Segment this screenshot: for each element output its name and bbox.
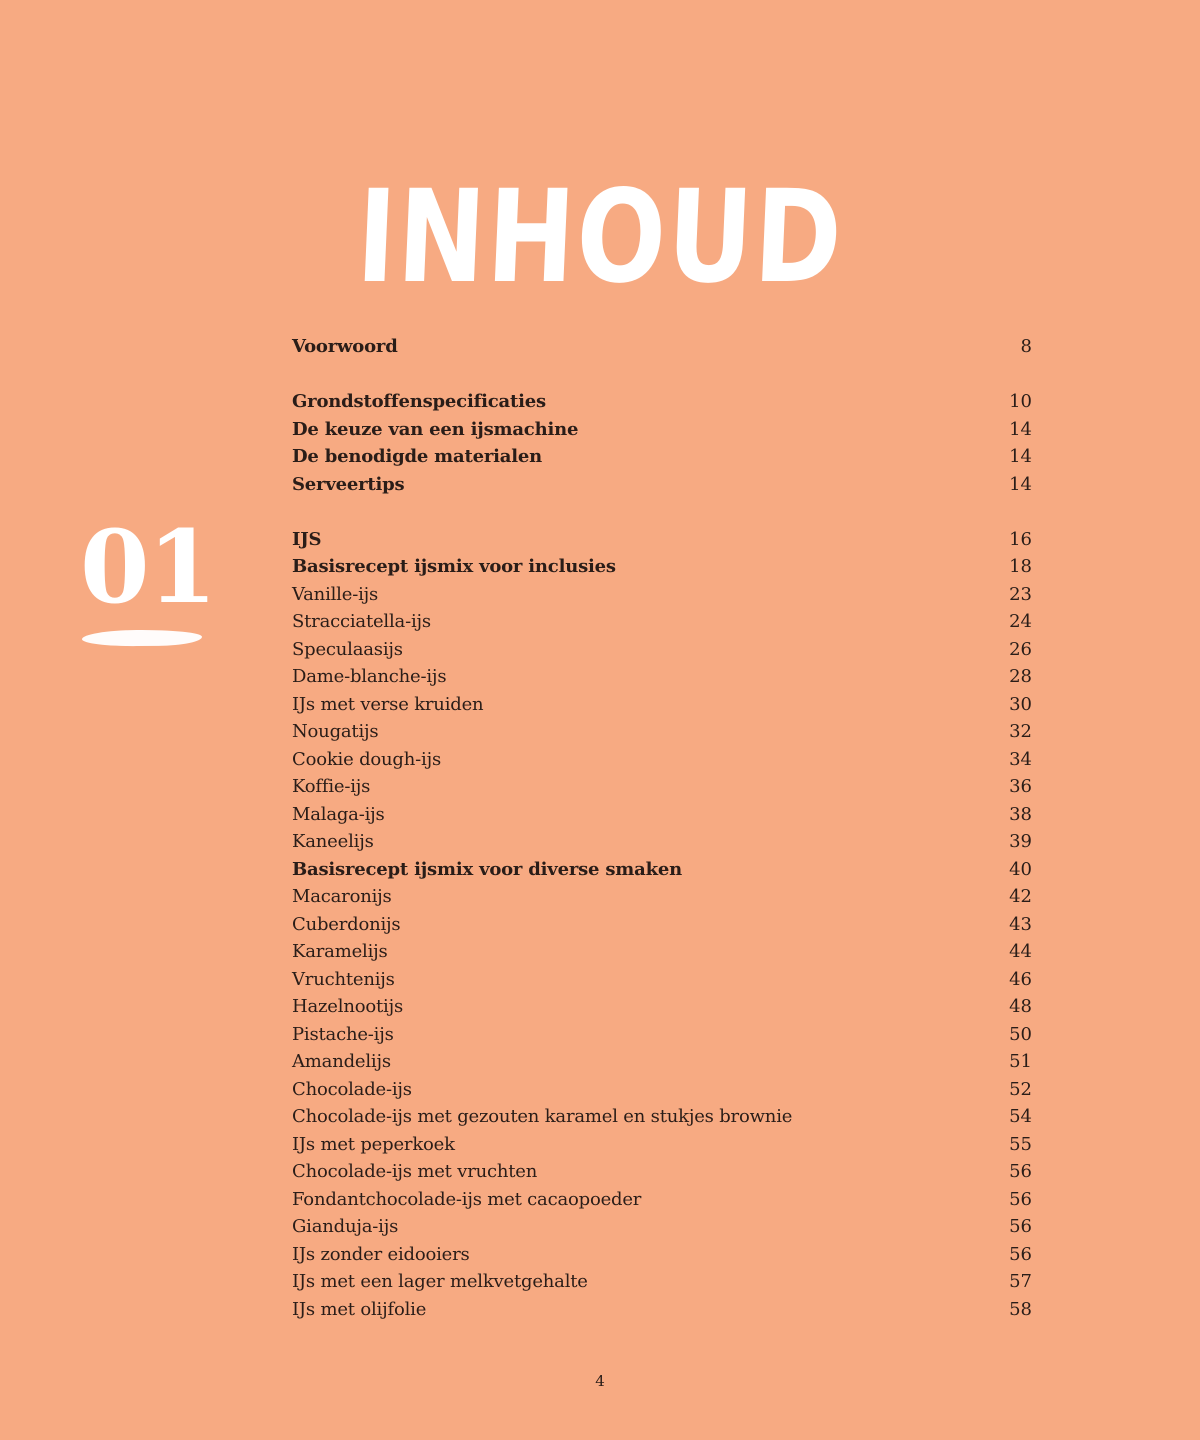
toc-entry-page-number: 48 (1009, 996, 1032, 1017)
toc-entry-title: De benodigde materialen (292, 446, 543, 467)
toc-entry-page-number: 56 (1009, 1188, 1032, 1210)
toc-entry-page-number: 51 (1009, 1051, 1032, 1072)
toc-entry-title: IJs met verse kruiden (292, 693, 484, 715)
table-of-contents (292, 333, 1032, 1323)
toc-entry[interactable] (292, 828, 1032, 856)
toc-entry-title: Malaga-ijs (292, 803, 385, 825)
toc-entry-title: Serveertips (292, 473, 405, 495)
toc-entry-page-number: 32 (1009, 721, 1032, 742)
toc-group-spacer (292, 498, 1032, 526)
toc-entry-page-number: 24 (1009, 611, 1032, 632)
toc-entry[interactable] (292, 636, 1032, 664)
toc-entry[interactable] (292, 746, 1032, 774)
toc-entry-page-number: 36 (1009, 776, 1032, 797)
toc-entry-title: Vruchtenijs (292, 968, 395, 990)
toc-entry-title: Pistache-ijs (292, 1023, 394, 1045)
toc-entry[interactable] (292, 1076, 1032, 1104)
toc-entry-title: Chocolade-ijs met vruchten (292, 1161, 538, 1182)
toc-entry-page-number: 56 (1009, 1216, 1032, 1237)
toc-entry-title: IJs zonder eidooiers (292, 1243, 470, 1265)
toc-entry-title: Kaneelijs (292, 831, 374, 852)
toc-entry-title: Chocolade-ijs met gezouten karamel en stukjes brownie (292, 1106, 793, 1127)
toc-entry[interactable] (292, 856, 1032, 884)
toc-entry-page-number: 14 (1009, 473, 1032, 495)
toc-entry-page-number: 23 (1009, 583, 1032, 605)
toc-entry[interactable] (292, 471, 1032, 499)
toc-entry[interactable] (292, 1021, 1032, 1049)
toc-entry-title: Gianduja-ijs (292, 1216, 399, 1237)
toc-entry[interactable] (292, 1158, 1032, 1186)
toc-entry-title: IJs met peperkoek (292, 1133, 455, 1155)
toc-entry-page-number: 44 (1009, 941, 1032, 962)
toc-entry[interactable] (292, 333, 1032, 361)
toc-entry-page-number: 39 (1009, 831, 1032, 852)
toc-entry-page-number: 34 (1009, 748, 1032, 770)
toc-entry-title: Dame-blanche-ijs (292, 666, 447, 687)
toc-entry-title: Karamelijs (292, 941, 388, 962)
toc-entry-page-number: 56 (1009, 1243, 1032, 1265)
toc-entry-page-number: 16 (1009, 528, 1032, 550)
toc-entry-page-number: 54 (1009, 1106, 1032, 1127)
chapter-number: 01 (80, 508, 216, 626)
toc-entry[interactable] (292, 388, 1032, 416)
toc-entry-title: Stracciatella-ijs (292, 611, 431, 632)
toc-entry[interactable] (292, 1048, 1032, 1076)
toc-group-spacer (292, 361, 1032, 389)
toc-entry-page-number: 52 (1009, 1078, 1032, 1100)
toc-entry[interactable] (292, 911, 1032, 939)
page-number: 4 (595, 1372, 605, 1390)
toc-entry-title: Basisrecept ijsmix voor inclusies (292, 556, 616, 577)
toc-entry[interactable] (292, 581, 1032, 609)
toc-entry[interactable] (292, 966, 1032, 994)
toc-entry-title: IJs met een lager melkvetgehalte (292, 1271, 588, 1292)
toc-entry-page-number: 58 (1009, 1298, 1032, 1320)
toc-entry-page-number: 14 (1009, 418, 1032, 440)
toc-entry-title: Chocolade-ijs (292, 1078, 412, 1100)
toc-entry[interactable] (292, 718, 1032, 746)
toc-entry-title: Basisrecept ijsmix voor diverse smaken (292, 858, 683, 880)
toc-entry-title: Vanille-ijs (292, 583, 379, 605)
toc-entry-title: Cuberdonijs (292, 913, 401, 935)
toc-entry-page-number: 43 (1009, 913, 1032, 935)
toc-entry-title: Hazelnootijs (292, 996, 403, 1017)
toc-entry-title: IJS (292, 528, 322, 550)
toc-entry-page-number: 30 (1009, 693, 1032, 715)
toc-entry-title: Grondstoffenspecificaties (292, 391, 546, 412)
toc-entry-title: Fondantchocolade-ijs met cacaopoeder (292, 1188, 642, 1210)
page-title: INHOUD (353, 163, 847, 312)
toc-entry[interactable] (292, 993, 1032, 1021)
toc-entry[interactable] (292, 663, 1032, 691)
toc-entry-page-number: 50 (1009, 1023, 1032, 1045)
toc-entry-title: Speculaasijs (292, 638, 403, 660)
toc-entry-page-number: 40 (1009, 858, 1032, 880)
chapter-brush-underline (82, 629, 202, 646)
toc-entry-title: Macaronijs (292, 886, 392, 907)
toc-entry[interactable] (292, 1186, 1032, 1214)
toc-entry[interactable] (292, 553, 1032, 581)
toc-entry[interactable] (292, 691, 1032, 719)
toc-entry-page-number: 38 (1009, 803, 1032, 825)
toc-entry-page-number: 14 (1009, 446, 1032, 467)
toc-entry[interactable] (292, 416, 1032, 444)
toc-entry-page-number: 28 (1009, 666, 1032, 687)
toc-entry-title: Koffie-ijs (292, 776, 371, 797)
toc-entry-page-number: 18 (1009, 556, 1032, 577)
toc-entry[interactable] (292, 1103, 1032, 1131)
toc-entry-page-number: 10 (1009, 391, 1032, 412)
toc-entry[interactable] (292, 801, 1032, 829)
toc-entry[interactable] (292, 1131, 1032, 1159)
toc-entry-page-number: 56 (1009, 1161, 1032, 1182)
toc-entry-title: Amandelijs (292, 1051, 391, 1072)
toc-entry[interactable] (292, 883, 1032, 911)
toc-entry-title: IJs met olijfolie (292, 1298, 427, 1320)
toc-entry[interactable] (292, 938, 1032, 966)
toc-entry-title: Nougatijs (292, 721, 379, 742)
toc-entry-title: Cookie dough-ijs (292, 748, 442, 770)
toc-entry-page-number: 26 (1009, 638, 1032, 660)
toc-entry[interactable] (292, 443, 1032, 471)
toc-entry-page-number: 8 (1020, 336, 1032, 357)
toc-entry-page-number: 46 (1009, 968, 1032, 990)
toc-entry[interactable] (292, 1241, 1032, 1269)
toc-entry-page-number: 42 (1009, 886, 1032, 907)
toc-entry[interactable] (292, 1213, 1032, 1241)
toc-entry[interactable] (292, 773, 1032, 801)
toc-entry[interactable] (292, 1268, 1032, 1296)
toc-entry[interactable] (292, 1296, 1032, 1324)
toc-entry-title: Voorwoord (292, 336, 398, 357)
toc-entry[interactable] (292, 608, 1032, 636)
toc-entry-page-number: 55 (1009, 1133, 1032, 1155)
toc-entry[interactable] (292, 526, 1032, 554)
toc-entry-title: De keuze van een ijsmachine (292, 418, 579, 440)
toc-entry-page-number: 57 (1009, 1271, 1032, 1292)
